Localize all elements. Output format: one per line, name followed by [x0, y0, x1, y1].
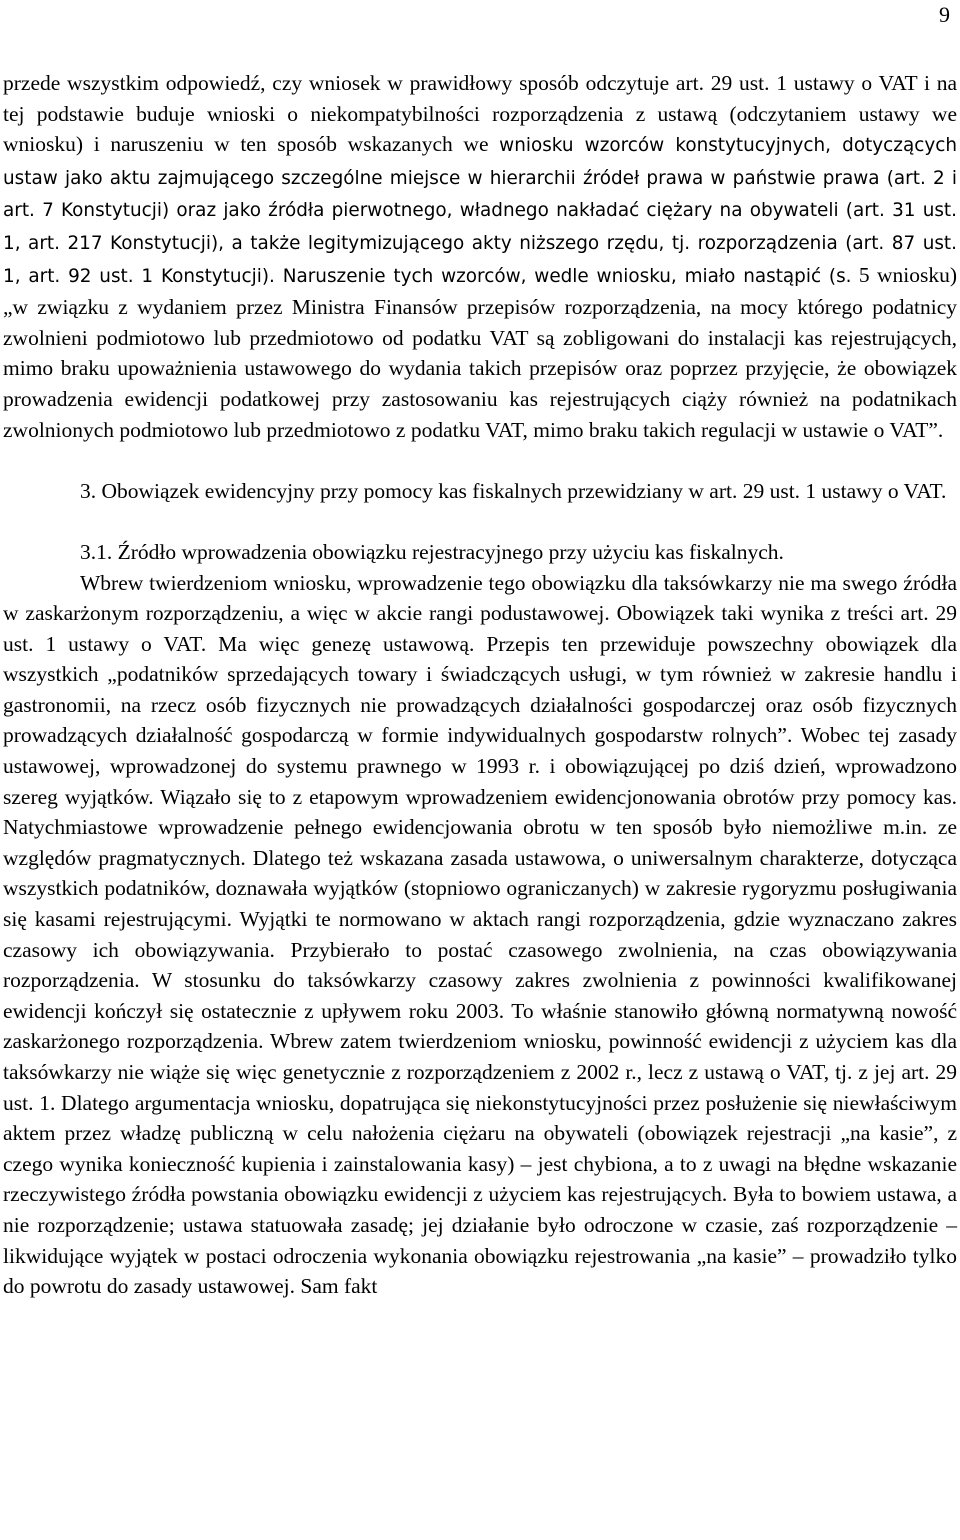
paragraph-text-serif: przede wszystkim odpowiedź, czy wniosek w prawidłowy sposób odczytuje art. 29 ust. 1 ustawy o VAT i na tej podstawie buduje wnioski o niekompatybilności rozporządzenia z ustawą (odczytaniem ustawy we wniosku) i naruszeniu w ten sposób wskazanych we [3, 71, 957, 157]
paragraph-text-quote: 5 wniosku) „w związku z wydaniem przez Ministra Finansów przepisów rozporządzenia, na mocy którego podatnicy zwolnieni podmiotowo lub przedmiotowo od podatku VAT są zobligowani do instalacji kas rejestrujących, mimo braku upoważnienia ustawowego do wydania takich przepisów oraz poprzez przyjęcie, że obowiązek prowadzenia ewidencji podatkowej przy zastosowaniu kas rejestrujących ciąży również na podatnikach zwolnionych podmiotowo lub przedmiotowo z podatku VAT, mimo braku takich regulacji w ustawie o VAT”. [3, 262, 958, 442]
paragraph-obligation-source: Wbrew twierdzeniom wniosku, wprowadzenie tego obowiązku dla taksówkarzy nie ma swego źródła w zaskarżonym rozporządzeniu, a więc w akcie rangi podustawowej. Obowiązek taki wynika z treści art. 29 ust. 1 ustawy o VAT. Ma więc genezę ustawową. Przepis ten przewiduje powszechny obowiązek dla wszystkich „podatników sprzedających towary i świadczących usługi, w tym również w zakresie handlu i gastronomii, na rzecz osób fizycznych nie prowadzących działalności gospodarczej oraz osób fizycznych prowadzących działalność gospodarczą w formie indywidualnych gospodarstw rolnych”. Wobec tej zasady ustawowej, wprowadzonej do systemu prawnego w 1993 r. i obowiązującej po dziś dzień, wprowadzono szereg wyjątków. Wiązało się to z etapowym wprowadzeniem ewidencjonowania obrotów przy pomocy kas. Natychmiastowe wprowadzenie pełnego ewidencjowania obrotu w ten sposób było niemożliwe m.in. ze względów pragmatycznych. Dlatego też wskazana zasada ustawowa, o uniwersalnym charakterze, dotycząca wszystkich podatników, doznawała wyjątków (stopniowo ograniczanych) w zakresie rygoryzmu posługiwania się kasami rejestrującymi. Wyjątki te normowano w aktach rangi rozporządzenia, gdzie wyznaczano zakres czasowy ich obowiązywania. Przybierało to postać czasowego zwolnienia, na czas obowiązywania rozporządzenia. W stosunku do taksówkarzy czasowy zakres zwolnienia z powinności kwalifikowanej ewidencji kończył się ostatecznie z upływem roku 2003. To właśnie stanowiło główną normatywną nowość zaskarżonego rozporządzenia. Wbrew zatem twierdzeniom wniosku, powinność ewidencji z użyciem kas dla taksówkarzy nie wiąże się więc genetycznie z rozporządzeniem z 2002 r., lecz z ustawą o VAT, tj. z jej art. 29 ust. 1. Dlatego argumentacja wniosku, dopatrująca się niekonstytucyjności przez posłużenie się niewłaściwym aktem przez władzę publiczną w celu nałożenia ciężaru na obywateli (obowiązek rejestracji „na kasie”, z czego wynika konieczność kupienia i zainstalowania kasy) – jest chybiona, a to z uwagi na błędne wskazanie rzeczywistego źródła powstania obowiązku ewidencji z użyciem kas rejestrujących. Była to bowiem ustawa, a nie rozporządzenie; ustawa statuowała zasadę; jej działanie było odroczone w czasie, zaś rozporządzenie – likwidujące wyjątek w postaci odroczenia wykonania obowiązku rejestrowania „na kasie” – prowadziło tylko do powrotu do zasady ustawowej. Sam fakt [3, 570, 957, 1299]
page-number: 9 [939, 2, 950, 27]
section-title: Obowiązek ewidencyjny przy pomocy kas fiskalnych przewidziany w art. 29 ust. 1 ustawy o VAT. [101, 478, 947, 503]
subsection-number: 3.1. [80, 539, 113, 564]
subsection-title: Źródło wprowadzenia obowiązku rejestracyjnego przy użyciu kas fiskalnych. [117, 539, 784, 564]
section-number: 3. [80, 478, 97, 503]
paragraph-wniosek-analysis [3, 68, 957, 445]
section-heading-3 [3, 476, 957, 507]
section-heading-3-1 [3, 537, 957, 568]
paragraph-spacer [3, 445, 957, 476]
paragraph-text-sans: wniosku wzorców konstytucyjnych, dotyczących ustaw jako aktu zajmującego szczególne miejsce w hierarchii źródeł prawa w państwie prawa (art. 2 i art. 7 Konstytucji) oraz jako źródła pierwotnego, władnego nakładać ciężary na obywateli (art. 31 ust. 1, art. 217 Konstytucji), a także legitymizującego akty niższego rzędu, tj. rozporządzenia (art. 87 ust. 1, art. 92 ust. 1 Konstytucji). Naruszenie tych wzorców, wedle wniosku, miało nastąpić (s. [3, 135, 957, 287]
paragraph-spacer [3, 506, 957, 537]
document-body [3, 68, 957, 1302]
